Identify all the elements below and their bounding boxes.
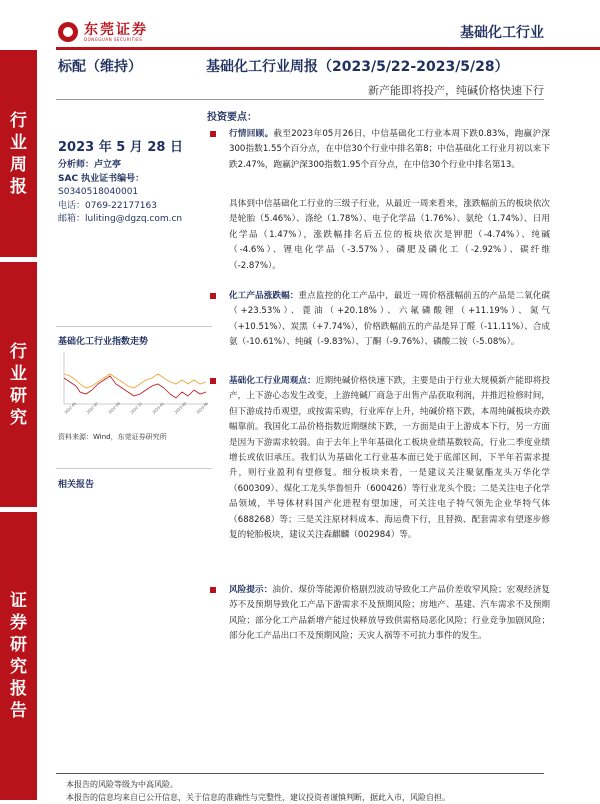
report-subtitle: 新产能即将投产，纯碱价格快速下行 — [368, 84, 544, 97]
header-divider — [56, 47, 600, 50]
svg-text:2023-01: 2023-01 — [151, 401, 166, 415]
bullet-square-icon — [210, 378, 216, 384]
bullet-square-icon — [210, 587, 216, 593]
index-trend-chart — [58, 344, 214, 428]
footer-divider — [56, 773, 544, 774]
section-product-price-change: 化工产品涨跌幅：重点监控的化工产品中，最近一周价格涨幅前五的产品是二氧化碳（+23.53%）、蓖油（+20.18%）、六氟磷酸锂（+11.19%）、氮气（+10.51%）、炭黑（+7.74%），价格跌幅前五的产品是异丁醛（-11.11%）、合成氨（-10.61%）、纯碱（-9.83%）、丁酮（-9.76%）、磷酸二铵（-5.08%）。 — [204, 289, 550, 351]
company-logo — [58, 22, 148, 42]
side-tab-industry-research: 行业研究 — [0, 262, 37, 507]
analyst-name: 卢立亭 — [94, 160, 122, 170]
index-chart-title: 基础化工行业指数走势 — [58, 337, 149, 347]
analyst-info: 分析师：卢立亭 SAC 执业证书编号： S0340518040001 电话：0769-22177163 邮箱：luliting@dgzq.com.cn — [58, 160, 183, 224]
report-title: 基础化工行业周报（2023/5/22-2023/5/28） — [206, 59, 509, 75]
section-market-review: 行情回顾。截至2023年05月26日，中信基础化工行业本周下跌0.83%，跑赢沪深300指数1.55个百分点，在中信30个行业中排名第8；中信基础化工行业月初以来下跌2.47%，跑赢沪深300指数1.95个百分点，在中信30个行业中排名第13。 — [204, 127, 550, 173]
section-weekly-view: 基础化工行业周观点：近期纯碱价格快速下跌，主要是由于行业大规模新产能即将投产，上下游心态发生改变，上游纯碱厂商急于出售产品获取利润，并推迟检修时间，但下游成持币观望，或按需采购，行业库存上升，纯碱价格下跌，本周纯碱板块亦跌幅靠前。我国化工品价格指数近期继续下跌，一方面是由于上游成本下行，另一方面是因为下游需求较弱。由于去年上半年基础化工板块业绩基数较高，行业二季度业绩增长或依旧承压。我们认为基础化工行业基本面已处于底部区间，下半年若需求提升，则行业盈利有望修复。细分板块来看，一是建议关注聚氨酯龙头万华化学（600309）、煤化工龙头华鲁恒升（600426）等行业龙头个股；二是关注电子化学品领域，半导体材料国产化进程有望加速，可关注电子特气领先企业华特气体（688268）等；三是关注原材料成本、海运费下行，且替换、配套需求有望逐步修复的轮胎板块，建议关注森麒麟（002984）等。 — [204, 374, 550, 543]
page-header — [0, 0, 600, 50]
analyst-email[interactable]: luliting@dgzq.com.cn — [85, 214, 183, 224]
svg-text:2023-05: 2023-05 — [195, 401, 210, 415]
footer-disclaimer: 本报告的信息均来自已公开信息，关于信息的准确性与完整性，建议投资者谨慎判断，据此入市，风险自担。 — [66, 793, 450, 802]
section-risk-warning: 风险提示：油价、煤价等能源价格剧烈波动导致化工产品价差收窄风险；宏观经济复苏不及预期导致化工产品下游需求不及预期风险；房地产、基建、汽车需求不及预期风险；部分化工产品新增产能过快释放导致供需格局恶化风险；行业竞争加剧风险；部分化工产品出口不及预期风险；天灾人祸等不可抗力事件的发生。 — [204, 583, 550, 645]
bullet-square-icon — [210, 293, 216, 299]
related-divider — [56, 468, 212, 469]
svg-text:2023-03: 2023-03 — [173, 401, 188, 415]
section-subsector-detail: 具体到中信基础化工行业的三级子行业，从最近一周来看来，涨跌幅前五的板块依次是轮胎（5.46%）、涤纶（1.78%）、电子化学品（1.76%）、氨纶（1.74%）、日用化学品（1.47%），涨跌幅排名后五位的板块依次是钾肥（-4.74%）、纯碱（-4.6%）、锂电化学品（-3.57%）、磷肥及磷化工（-2.92%）、碳纤维（-2.87%）。 — [229, 199, 550, 271]
sac-number: S0340518040001 — [58, 187, 139, 197]
footer-risk-level: 本报告的风险等级为中高风险。 — [66, 780, 178, 789]
svg-text:2022-05: 2022-05 — [63, 401, 78, 415]
analyst-phone: 0769-22177163 — [85, 200, 157, 211]
related-reports-title: 相关报告 — [58, 480, 95, 490]
investment-points-title: 投资要点： — [207, 112, 257, 123]
industry-label: 基础化工行业 — [460, 25, 544, 41]
logo-text-en: DONGGUAN SECURITIES — [84, 36, 143, 42]
report-date: 2023 年 5 月 28 日 — [58, 140, 183, 155]
logo-mark-icon — [58, 22, 78, 42]
logo-text-cn: 东莞证券 — [84, 21, 148, 38]
svg-text:2022-07: 2022-07 — [85, 401, 100, 415]
svg-text:2022-09: 2022-09 — [107, 401, 122, 415]
title-divider — [56, 99, 544, 100]
side-tab-weekly: 行业周报 — [0, 50, 37, 257]
chart-source: 资料来源：Wind，东莞证券研究所 — [58, 433, 167, 441]
page-footer — [66, 778, 450, 804]
chart-top-divider — [56, 326, 212, 327]
svg-text:2022-11: 2022-11 — [129, 401, 144, 415]
bullet-square-icon — [210, 131, 216, 137]
rating: 标配（维持） — [58, 59, 142, 75]
side-tab-securities-report: 证券研究报告 — [0, 512, 37, 800]
series-hs300-line — [64, 374, 206, 388]
